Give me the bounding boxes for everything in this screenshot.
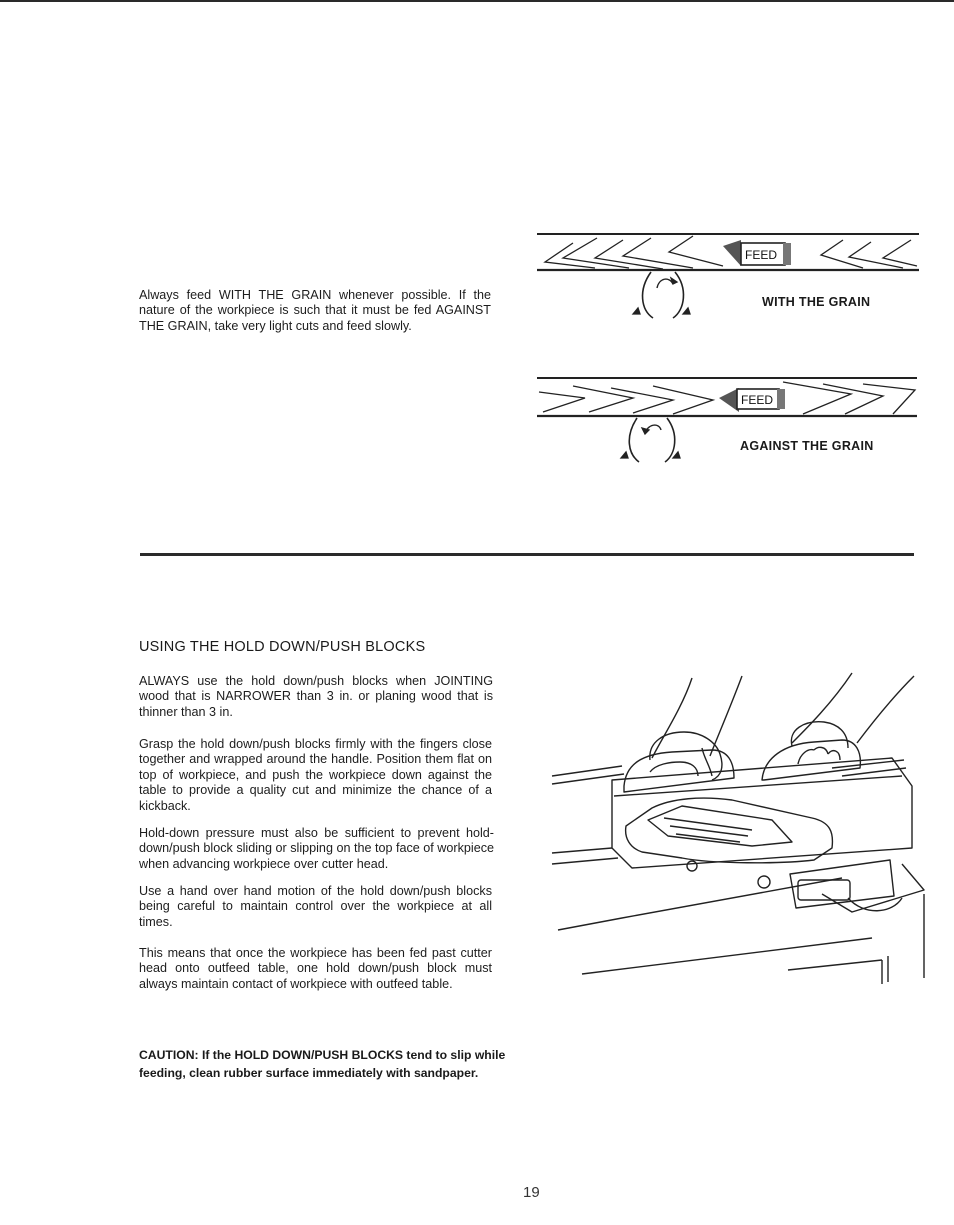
- top-border-rule: [0, 0, 954, 2]
- feed-badge-against: [719, 388, 785, 412]
- body-paragraph-1: ALWAYS use the hold down/push blocks when JOINTING wood that is NARROWER than 3 in. or planing wood that is thinner than 3 in.: [139, 674, 493, 719]
- page-number: 19: [523, 1184, 540, 1201]
- against-grain-label: AGAINST THE GRAIN: [740, 439, 874, 453]
- body-paragraph-2: Grasp the hold down/push blocks firmly with the fingers close together and wrapped around the handle. Position them flat on top of workpiece, and push the workpiece down against the table to provide a quality cut and minimize the chance of a kickback.: [139, 737, 492, 813]
- jointer-push-blocks-illustration: [552, 668, 932, 988]
- body-paragraph-5: This means that once the workpiece has been fed past cutter head onto outfeed table, one hold down/push block must always maintain contact of workpiece with outfeed table.: [139, 946, 492, 991]
- grain-paragraph: Always feed WITH THE GRAIN whenever possible. If the nature of the workpiece is such that it must be fed AGAINST THE GRAIN, take very light cuts and feed slowly.: [139, 288, 491, 333]
- with-grain-label: WITH THE GRAIN: [762, 295, 871, 309]
- body-paragraph-4: Use a hand over hand motion of the hold down/push blocks being careful to maintain control over the workpiece at all times.: [139, 884, 492, 929]
- feed-badge-with: [723, 240, 791, 266]
- body-paragraph-3: Hold-down pressure must also be sufficient to prevent hold-down/push block sliding or slipping on the top face of workpiece when advancing workpiece over cutter head.: [139, 826, 494, 871]
- feed-badge-with-label: FEED: [745, 248, 778, 262]
- caution-note: CAUTION: If the HOLD DOWN/PUSH BLOCKS tend to slip while feeding, clean rubber surface immediately with sandpaper.: [139, 1048, 506, 1080]
- feed-badge-against-label: FEED: [741, 393, 774, 407]
- section-heading: USING THE HOLD DOWN/PUSH BLOCKS: [139, 639, 426, 655]
- section-divider: [140, 553, 914, 556]
